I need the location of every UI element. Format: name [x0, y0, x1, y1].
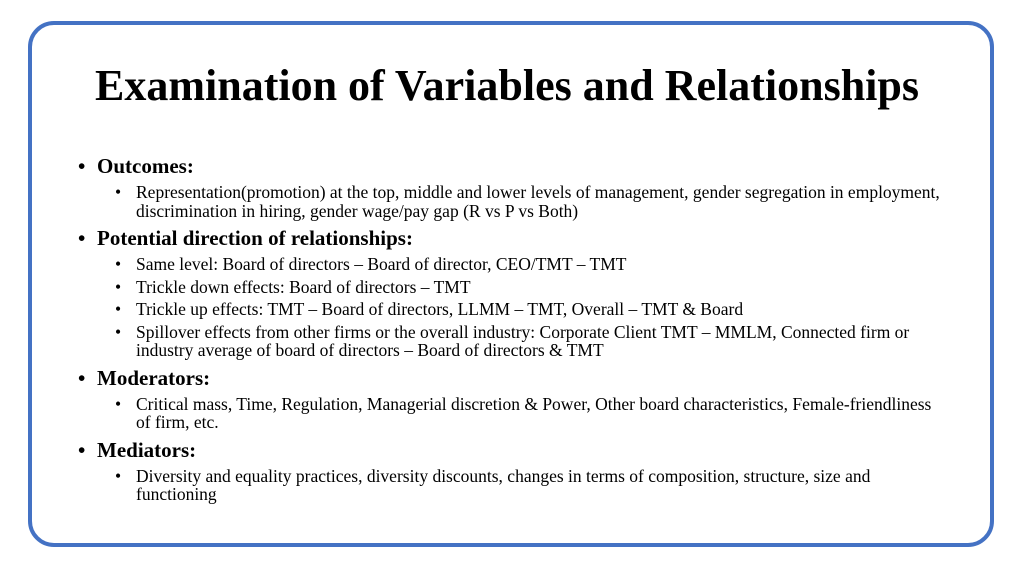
bullet-icon: • — [115, 276, 122, 297]
list-item-text: Representation(promotion) at the top, middle and lower levels of management, gender segregation in employment, discrimination in hiring, gender wage/pay gap (R vs P vs Both) — [136, 182, 940, 221]
list-item — [78, 183, 948, 220]
list-item-text: Diversity and equality practices, diversity discounts, changes in terms of composition, structure, size and functioning — [136, 465, 871, 504]
section-mediators — [78, 437, 948, 463]
section-potential-direction — [78, 225, 948, 251]
bullet-icon: • — [115, 393, 122, 414]
section-moderators — [78, 365, 948, 391]
section-heading: Potential direction of relationships: — [97, 226, 413, 250]
section-heading: Outcomes: — [97, 154, 194, 178]
list-item — [78, 300, 948, 319]
list-item-text: Spillover effects from other firms or the overall industry: Corporate Client TMT – MMLM, Connected firm or industry average of board of directors – Board of directors & TMT — [136, 321, 910, 360]
list-item — [78, 395, 948, 432]
list-item — [78, 278, 948, 297]
section-heading: Mediators: — [97, 437, 197, 462]
list-item — [78, 255, 948, 274]
list-item — [78, 323, 948, 360]
bullet-icon: • — [115, 182, 122, 202]
section-heading: Moderators: — [97, 365, 211, 390]
bullet-icon: • — [78, 365, 86, 390]
list-item-text: Trickle down effects: Board of directors – TMT — [136, 276, 471, 297]
bullet-icon: • — [115, 465, 122, 486]
bullet-icon: • — [115, 321, 122, 342]
bullet-icon: • — [78, 437, 86, 462]
bullet-content — [78, 153, 948, 504]
section-outcomes — [78, 153, 948, 179]
list-item-text: Same level: Board of directors – Board of director, CEO/TMT – TMT — [136, 254, 627, 274]
list-item — [78, 467, 948, 504]
bullet-icon: • — [115, 299, 122, 319]
list-item-text: Trickle up effects: TMT – Board of directors, LLMM – TMT, Overall – TMT & Board — [136, 299, 744, 319]
list-item-text: Critical mass, Time, Regulation, Managerial discretion & Power, Other board characteristics, Female-friendliness of firm, etc. — [136, 393, 932, 432]
bullet-icon: • — [78, 226, 86, 250]
slide-title: Examination of Variables and Relationships — [95, 61, 919, 110]
bullet-icon: • — [115, 254, 122, 274]
bullet-icon: • — [78, 154, 86, 178]
